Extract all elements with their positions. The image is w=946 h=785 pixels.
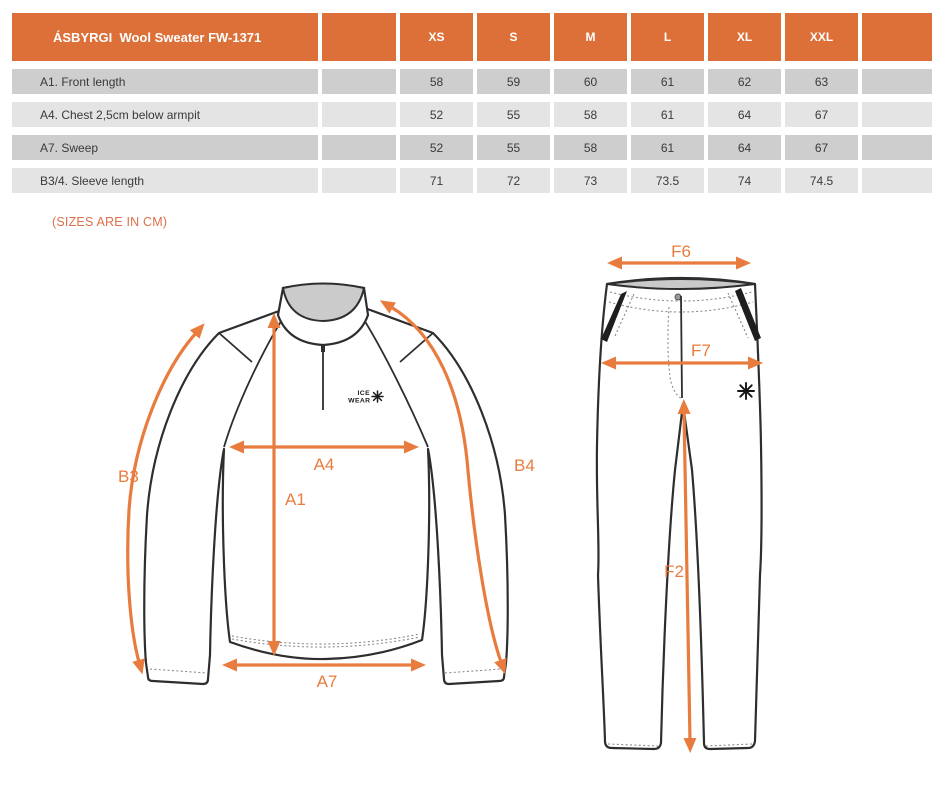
cell-value: 58	[554, 102, 627, 127]
a1-label: A1	[285, 490, 306, 509]
cell-value: 61	[631, 135, 704, 160]
spacer-cell	[322, 69, 396, 94]
sizes-unit-note: (SIZES ARE IN CM)	[52, 215, 168, 229]
cell-value: 52	[400, 135, 473, 160]
logo-line2: WEAR	[348, 397, 371, 405]
sweater-diagram	[118, 284, 535, 692]
row-label: A7. Sweep	[12, 135, 318, 160]
cell-value: 74	[708, 168, 781, 193]
cell-value: 71	[400, 168, 473, 193]
col-header-xxl: XXL	[785, 13, 858, 61]
cell-value: 67	[785, 135, 858, 160]
cell-value: 74.5	[785, 168, 858, 193]
spacer-cell	[862, 69, 932, 94]
cell-value: 64	[708, 135, 781, 160]
waist-button	[675, 294, 681, 300]
spacer-cell	[862, 102, 932, 127]
cell-value: 58	[400, 69, 473, 94]
table-title: ÁSBYRGI Wool Sweater FW-1371	[12, 13, 318, 61]
header-spacer-cell	[862, 13, 932, 61]
spacer-cell	[862, 135, 932, 160]
b4-label: B4	[514, 456, 535, 475]
col-header-xs: XS	[400, 13, 473, 61]
logo-line1: ICE	[357, 390, 370, 397]
cell-value: 52	[400, 102, 473, 127]
cell-value: 67	[785, 102, 858, 127]
row-label: A4. Chest 2,5cm below armpit	[12, 102, 318, 127]
spacer-cell	[322, 168, 396, 193]
a4-label: A4	[313, 455, 335, 474]
spacer-cell	[322, 102, 396, 127]
cell-value: 58	[554, 135, 627, 160]
cell-value: 61	[631, 102, 704, 127]
sweater-outline	[144, 307, 508, 684]
col-header-m: M	[554, 13, 627, 61]
spacer-cell	[862, 168, 932, 193]
cell-value: 63	[785, 69, 858, 94]
measurement-diagram	[0, 236, 946, 785]
cell-value: 55	[477, 102, 550, 127]
zipper-pull	[321, 345, 325, 352]
snowflake-icon	[372, 391, 383, 402]
cell-value: 73	[554, 168, 627, 193]
col-header-xl: XL	[708, 13, 781, 61]
waist-opening	[607, 279, 755, 289]
cell-value: 55	[477, 135, 550, 160]
f6-label: F6	[671, 242, 691, 261]
col-header-s: S	[477, 13, 550, 61]
cell-value: 60	[554, 69, 627, 94]
f2-arrow	[684, 412, 690, 740]
cell-value: 72	[477, 168, 550, 193]
spacer-cell	[322, 135, 396, 160]
cell-value: 64	[708, 102, 781, 127]
cell-value: 62	[708, 69, 781, 94]
cell-value: 59	[477, 69, 550, 94]
pants-outline	[597, 278, 762, 749]
row-label: B3/4. Sleeve length	[12, 168, 318, 193]
pants-diagram	[597, 242, 762, 749]
a7-label: A7	[316, 672, 338, 691]
header-spacer-cell	[322, 13, 396, 61]
snowflake-icon	[738, 383, 754, 399]
f2-label: F2	[664, 562, 684, 581]
cell-value: 73.5	[631, 168, 704, 193]
cell-value: 61	[631, 69, 704, 94]
col-header-l: L	[631, 13, 704, 61]
row-label: A1. Front length	[12, 69, 318, 94]
size-table	[12, 13, 932, 193]
fly-line	[681, 296, 682, 398]
f7-label: F7	[691, 341, 711, 360]
b3-label: B3	[118, 467, 139, 486]
